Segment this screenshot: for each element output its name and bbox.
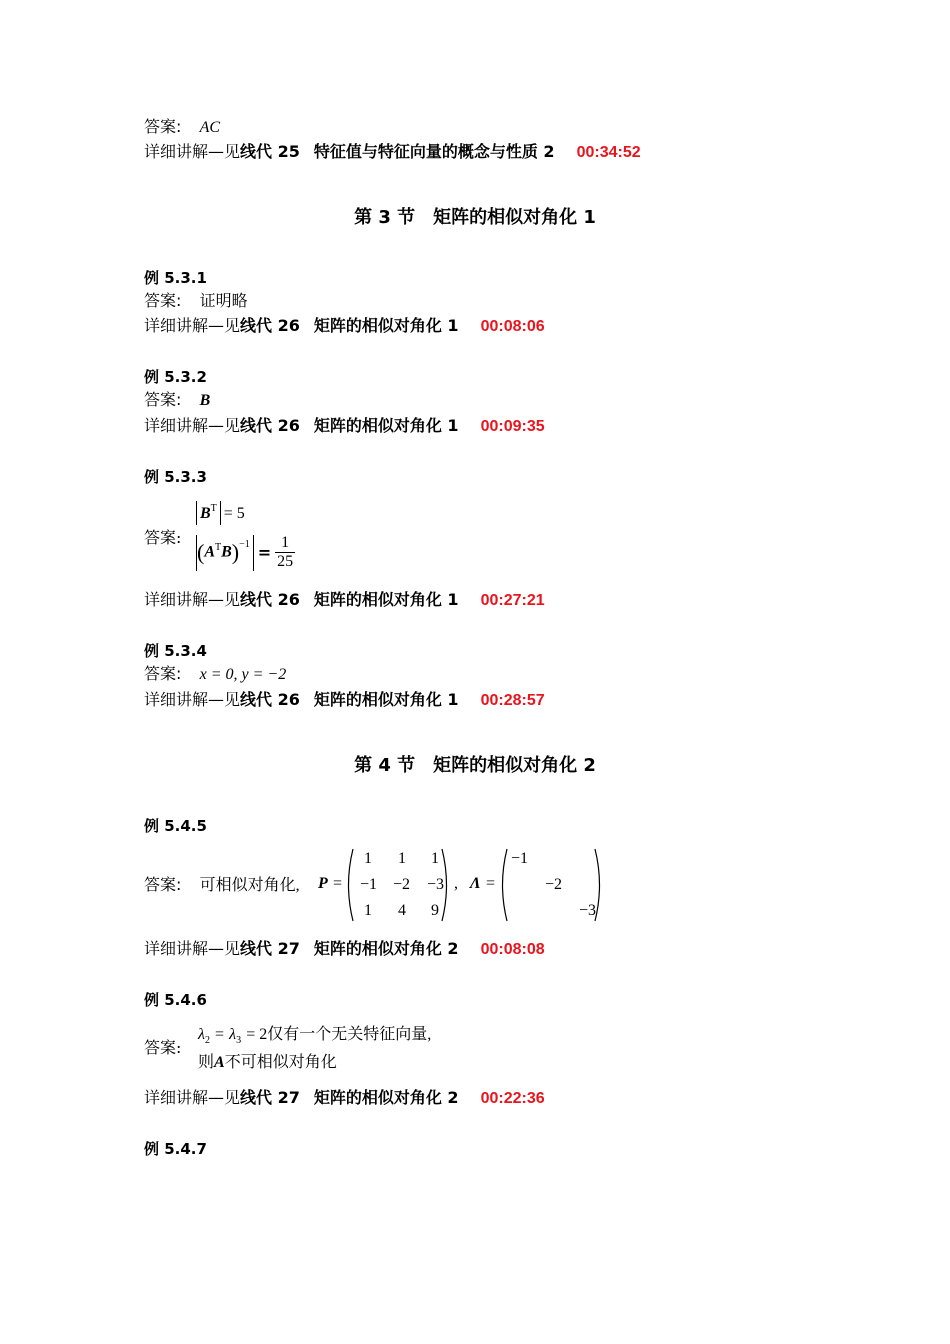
paren-right: ) bbox=[231, 539, 240, 565]
top-answer-line bbox=[144, 117, 220, 138]
answer-label: 答案: bbox=[144, 528, 182, 547]
section-title: 第 4 节 矩阵的相似对角化 2 bbox=[354, 755, 596, 776]
detail-prefix: 详细讲解—见 bbox=[144, 1088, 241, 1107]
inverse-sup: −1 bbox=[239, 539, 250, 550]
equals-sign: = bbox=[486, 875, 496, 892]
top-answer-value: AC bbox=[199, 119, 221, 136]
lambda-subscript: 3 bbox=[236, 1035, 242, 1046]
matrix-cell: 9 bbox=[431, 902, 439, 919]
matrix-cell: 1 bbox=[364, 850, 372, 867]
lambda-symbol: λ bbox=[198, 1026, 205, 1043]
detail-prefix: 详细讲解—见 bbox=[144, 590, 241, 609]
top-detail-line bbox=[144, 142, 641, 163]
answer-value: x = 0, y = −2 bbox=[199, 666, 287, 683]
course-name: 线代 27 bbox=[240, 1088, 300, 1107]
separator-comma: , bbox=[454, 875, 458, 892]
matrix-lambda-symbol: Λ bbox=[470, 875, 481, 892]
det-bar-left bbox=[196, 501, 197, 525]
example-label: 例 5.4.6 bbox=[144, 991, 207, 1009]
video-timestamp: 00:09:35 bbox=[480, 418, 545, 435]
course-name: 线代 26 bbox=[240, 416, 300, 435]
detail-line bbox=[144, 690, 545, 711]
detail-line bbox=[144, 1088, 545, 1109]
answer-label: 答案: bbox=[144, 291, 182, 310]
course-name: 线代 26 bbox=[240, 316, 300, 335]
topic-name: 特征值与特征向量的概念与性质 2 bbox=[313, 142, 555, 161]
example-label: 例 5.3.1 bbox=[144, 269, 207, 287]
matrix-cell: −2 bbox=[392, 876, 410, 893]
video-timestamp: 00:28:57 bbox=[480, 692, 545, 709]
matrix-cell: 1 bbox=[364, 902, 372, 919]
answer-line bbox=[144, 875, 300, 896]
answer-text: 则 bbox=[198, 1054, 215, 1071]
example-label: 例 5.4.5 bbox=[144, 817, 207, 835]
topic-name: 矩阵的相似对角化 1 bbox=[313, 316, 459, 335]
answer-label: 答案: bbox=[144, 875, 182, 894]
paren-left: ( bbox=[197, 539, 205, 565]
matrix-cell: 1 bbox=[398, 850, 406, 867]
answer-text: 不可相似对角化 bbox=[224, 1054, 337, 1071]
equals-sign: = bbox=[215, 1026, 225, 1043]
matrix-symbol: B bbox=[221, 543, 232, 561]
detail-prefix: 详细讲解—见 bbox=[144, 690, 241, 709]
detail-prefix: 详细讲解—见 bbox=[144, 142, 241, 161]
video-timestamp: 00:22:36 bbox=[480, 1090, 545, 1107]
lambda-subscript: 2 bbox=[204, 1035, 210, 1046]
det-bar-right bbox=[220, 501, 221, 525]
answer-value: 证明略 bbox=[199, 293, 248, 310]
equals-sign: = bbox=[257, 543, 272, 562]
video-timestamp: 00:08:08 bbox=[480, 941, 545, 958]
lambda-symbol: λ bbox=[229, 1026, 237, 1043]
answer-line-2 bbox=[198, 1052, 337, 1073]
equals-sign: = bbox=[333, 875, 343, 892]
transpose-sup: T bbox=[215, 542, 222, 553]
answer-label: 答案: bbox=[144, 664, 182, 683]
matrix-symbol: B bbox=[200, 504, 211, 522]
course-name: 线代 27 bbox=[240, 939, 300, 958]
matrix-symbol: A bbox=[204, 543, 215, 561]
topic-name: 矩阵的相似对角化 2 bbox=[313, 1088, 459, 1107]
matrix-cell: −1 bbox=[510, 850, 528, 867]
answer-value: B bbox=[199, 392, 211, 409]
section-title: 第 3 节 矩阵的相似对角化 1 bbox=[354, 207, 596, 228]
topic-name: 矩阵的相似对角化 2 bbox=[313, 939, 459, 958]
matrix-cell: 4 bbox=[398, 902, 406, 919]
matrix-p-symbol: P bbox=[318, 875, 328, 892]
fraction-denominator: 25 bbox=[277, 553, 294, 570]
detail-prefix: 详细讲解—见 bbox=[144, 939, 241, 958]
matrix-cell: −1 bbox=[359, 876, 377, 893]
course-name: 线代 26 bbox=[240, 590, 300, 609]
answer-line bbox=[144, 291, 248, 312]
answer-line bbox=[144, 664, 286, 685]
formula-rhs: = 5 bbox=[223, 504, 245, 522]
detail-line bbox=[144, 416, 545, 437]
course-name: 线代 25 bbox=[240, 142, 300, 161]
detail-line bbox=[144, 316, 545, 337]
answer-text: = 2仅有一个无关特征向量, bbox=[246, 1026, 432, 1043]
matrix-cell: −3 bbox=[578, 902, 596, 919]
topic-name: 矩阵的相似对角化 1 bbox=[313, 416, 459, 435]
formula-det-inverse bbox=[196, 534, 295, 576]
detail-line bbox=[144, 939, 545, 960]
video-timestamp: 00:08:06 bbox=[480, 318, 545, 335]
video-timestamp: 00:34:52 bbox=[576, 144, 641, 161]
course-name: 线代 26 bbox=[240, 690, 300, 709]
detail-prefix: 详细讲解—见 bbox=[144, 416, 241, 435]
matrix-cell: 1 bbox=[431, 850, 439, 867]
example-label: 例 5.4.7 bbox=[144, 1140, 207, 1158]
transpose-sup: T bbox=[210, 502, 217, 514]
fraction bbox=[275, 534, 295, 571]
video-timestamp: 00:27:21 bbox=[480, 592, 545, 609]
matrix-symbol: A bbox=[214, 1054, 225, 1071]
answer-label: 答案: bbox=[144, 1038, 182, 1057]
fraction-numerator: 1 bbox=[281, 534, 290, 551]
topic-name: 矩阵的相似对角化 1 bbox=[313, 690, 459, 709]
example-label: 例 5.3.2 bbox=[144, 368, 207, 386]
matrix-cell: −2 bbox=[544, 876, 562, 893]
answer-line-1 bbox=[198, 1024, 431, 1047]
matrix-cell: −3 bbox=[426, 876, 444, 893]
example-label: 例 5.3.3 bbox=[144, 468, 207, 486]
answer-text: 可相似对角化, bbox=[199, 877, 300, 894]
example-label: 例 5.3.4 bbox=[144, 642, 207, 660]
detail-line bbox=[144, 590, 545, 611]
det-bar-right bbox=[253, 535, 254, 571]
formula-det-bt bbox=[196, 501, 245, 527]
detail-prefix: 详细讲解—见 bbox=[144, 316, 241, 335]
topic-name: 矩阵的相似对角化 1 bbox=[313, 590, 459, 609]
answer-label: 答案: bbox=[144, 390, 182, 409]
answer-label: 答案: bbox=[144, 117, 182, 136]
answer-line bbox=[144, 390, 210, 411]
